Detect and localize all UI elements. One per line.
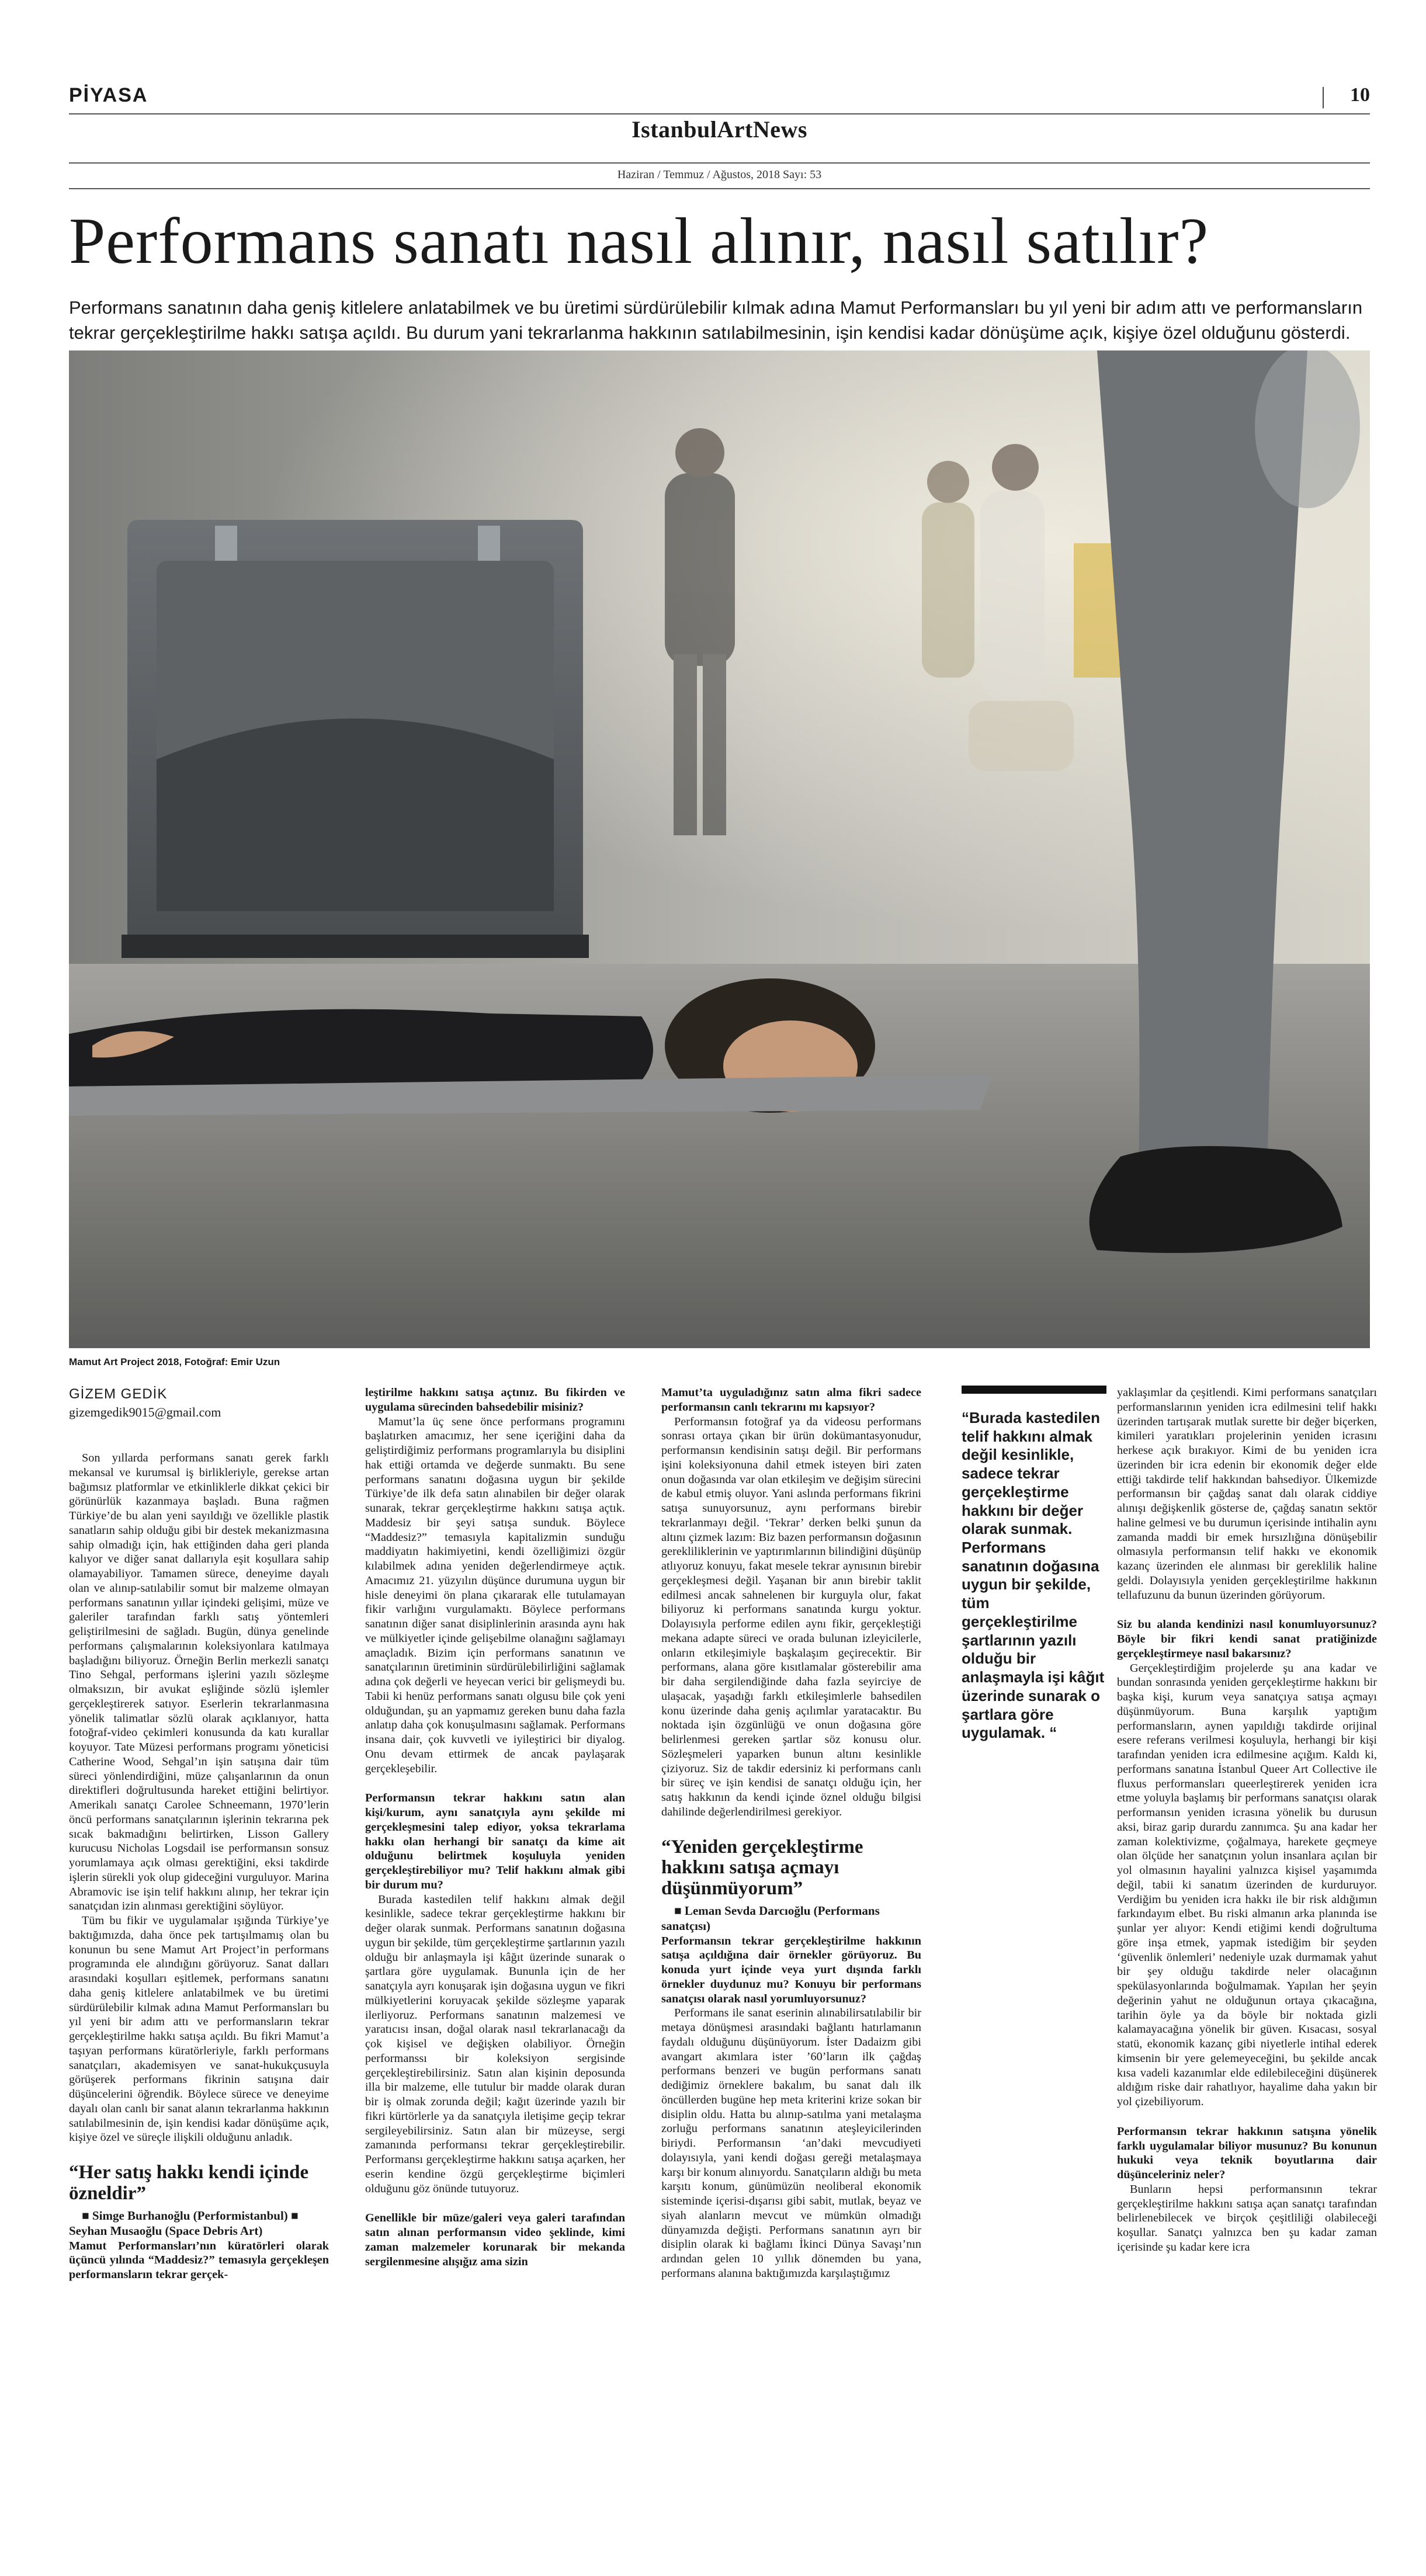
author-name: GİZEM GEDİK	[69, 1386, 168, 1402]
body-paragraph: Burada kastedilen telif hakkını almak değil kesinlikle, sadece tekrar gerçekleştirme hakkını bir değer olarak sunmak. Performans sanatının doğasına uygun bir şekilde, tüm gerçekleştirme şartlarının yazılı olduğu bir anlaşmayla işi kâğıt üzerinde sunarak o şartlara göre uygulamak. Bununla için de her sanatçıyla ayrı konuşarak işin doğasına uygun ve fikri mülkiyetlerini koruyacak şekilde sözleşme yaparak ilerliyoruz. Performans sanatının malzemesi ve yaratıcısı insan, doğal olarak nasıl tekrarlanacağı da çok kişisel ve değişken olabiliyor. Örneğin performanssı bir koleksiyon sergisinde gerçekleştirebilirsiniz. Satın alan kişinin deposunda illa bir malzeme, elle tutulur bir madde olarak duran bir iş olmak zorunda değil; kağıt üzerinde yazılı bir fikri kürtörlerle ya da sanatçıyla iletişime geçip tekrar sergileyebilirsiniz. Satın alan bir müzeyse, sergi zamanında performansı tekrar gerçekleştirebilir. Performansı gerçekleştirme hakkını satışa açarken, her eserin kendine özgü gerçekleştirme biçimleri olduğunu göz önünde tutuyoruz.	[365, 1893, 625, 2195]
interview-question: Performansın tekrar hakkının satışına yönelik farklı uygulamalar biliyor musunuz? Bu konunun hukuki veya teknik boyutlarına dair düşünceleriniz neler?	[1117, 2124, 1377, 2181]
section-label: PİYASA	[69, 84, 148, 106]
body-paragraph: yaklaşımlar da çeşitlendi. Kimi performans sanatçıları performanslarının yeniden icra edilmesini telif hakkı üzerinden tartışarak mutlak surette bir değer biçerken, kimileri yaratıkları projelerinin yeniden icrasını herkese açık bırakıyor. Kimi de bu yeniden icra üzerinden bir icra edenin bir ekonomik değer elde ettiği takdirde telif hakkından bahsediyor. Ülkemizde performansın bir çağdaş sanat dalı olarak ciddiye alınışı değişkenlik gösterse de, çağdaş sanatın sektör haline gelmesi ve bu durumun içerisinde intihalin aynı zamanda maddi bir emek hırsızlığına dönüşebilir olmasıyla performansın telif hakkı ve ekonomik kazanç üzerinden ele alınması bir gereklilik haline geldi. Dolayısıyla yeniden gerçekleştirilme hakkının tellafuzunu da bunun üzerinden görüyorum.	[1117, 1386, 1377, 1602]
interview-subhead: “Her satış hakkı kendi içinde özneldir”	[69, 2162, 309, 2204]
mid-rule	[69, 162, 1370, 164]
top-rule	[69, 113, 1370, 114]
interview-question: Siz bu alanda kendinizi nasıl konumluyorsunuz? Böyle bir fikri kendi sanat pratiğinizde gerçekleştirmeye nasıl bakarsınız?	[1117, 1618, 1377, 1660]
interview-subhead: “Yeniden gerçekleştirme hakkını satışa açmayı düşünmüyorum”	[661, 1836, 863, 1899]
page-number: 10	[1350, 84, 1370, 106]
interview-question: Performansın tekrar gerçekleştirilme hakkının satışa açıldığına dair örnekler görüyoruz. Bu konuda yurt içinde veya yurt dışında farklı örnekler duydunuz mu? Konuyu bir performans sanatçısı olarak nasıl yorumluyorsunuz?	[661, 1934, 921, 2005]
article-column-1	[69, 1386, 329, 2548]
body-paragraph: Bunların hepsi performansının tekrar gerçekleştirilme hakkını satışa açan sanatçı tarafından belirlenebilecek ve birçok çeşitliliği olabileceği koşullar. Sanatçı yalnızca ben şu kadar zaman içerisinde şu kadar kere icra	[1117, 2182, 1377, 2254]
pull-quote-bar	[962, 1386, 1106, 1394]
interview-question: Mamut’ta uyguladığınız satın alma fikri sadece performansın canlı tekrarını mı kapsıyor?	[661, 1386, 921, 1414]
body-paragraph: Gerçekleştirdiğim projelerde şu ana kadar ve bundan sonrasında yeniden gerçekleştirme hakkını bir başka kişi, kurum veya sanatçıya satışa açmayı düşünmüyorum. Buna karşılık yaptığım performansların, aynen yapıldığı takdirde orijinal esere referans verilmesi koşuluyla, herhangi bir kişi tarafından yeniden icra edilmesine açığım. Kaldı ki, performans sanatına İstanbul Queer Art Collective ile fluxus performansları queerleştirerek yeniden icra etme yoluyla başlamış bir performans sanatçısı olarak performansın yeniden icrasına yönelik bu durusun aksi, biraz garip durardu zannımca. Şu ana kadar her zaman kolektivizme, çoğalmaya, harekete geçmeye olan ölçüde her sanatçının yolun insanlara açılan bir yol olmasının hayalini yalnızca kişisel yaşamımda değil, tabii ki sanatım üzerinden de kurduruyor. Verdiğim bu yeniden icra hakkı ile bir risk aldığımın farkındayım elbet. Bu riski almanın arka planında ise şunlar yer alıyor: Kendi etiğimi kendi doğrultuma göre inşa etmek, yapmak istediğim bir şeyden ‘güvenlik önlemleri’ nedeniyle uzak durmamak yahut bir şey olduğu takdirde neler olacağının spekülasyonlarında boğulmamak. Yapılan her şeyin değerinin yahut ne olduğunun ortaya çıkacağına, tarihin öyle ya da böyle bir noktada gizli kalamayacağına yönelik bir güven. Kısacası, sosyal statü, ekonomik kazanç gibi niyetlerle intihal ederek kimsenin bir yere gelemeyeceğini, bu şekilde ancak kısa vadeli kazanımlar elde edilebileceğini düşünerek aldığım riske dair rahatlıyor, hayalime daha yakın bir yol çizebiliyorum.	[1117, 1661, 1377, 2108]
interviewee-credit: ■ Simge Burhanoğlu (Performistanbul) ■ Seyhan Musaoğlu (Space Debris Art)	[69, 2209, 299, 2238]
body-paragraph: Performans ile sanat eserinin alınabilirsatılabilir bir metaya dönüşmesi arasındaki bağlantı hatırlamanın faydalı olduğunu düşünüyorum. İster Dadaizm gibi avangart akımlara ister ’60’ların ilk çağdaş performans benzeri ve bugün performans sanatı dediğimiz örneklere bakalım, bu sanat dalı ilk öncüllerden bugüne hep meta kriterini krize sokan bir disiplin oldu. Hatta bu alınıp-satılma yani metalaşma zorluğu performans sanatının ateşleyicilerinden biriydi. Performansın ‘an’daki mevcudiyeti dolayısıyla, yani kendi doğası gereği metalaşmaya karşı bir konum alınıyordu. Sanatçıların aldığı bu meta karşıtı konum, günümüzün neoliberal ekonomik sisteminde içerisi-dışarısı gibi sabit, mutlak, beyaz ve siyah alanların mevcut ve mümkün olmadığı dünyamızda değişti. Performans sanatının ayrı bir disiplin olarak ki bağlamı İkinci Dünya Savaşı’nın ardından gelen 10 yıllık dönemden bu yana, performans alanına baktığımızda karşılaştığımız	[661, 2006, 921, 2280]
body-paragraph: Mamut’la üç sene önce performans programını başlatırken amacımız, her sene içeriğini daha da geliştirdiğimiz performans programlarıyla bu disiplini hak ettiği ortamda ve değerde sunmaktı. Bu sene performans sanatını doğasına uygun bir şekilde Türkiye’de ilk defa satın alınabilen bir değer olarak sunarak, tekrar gerçekleştirme hakkını satışa açtık. Maddesiz bir şeyi satışa sunduk. Böylece “Maddesiz?” temasıyla kapitalizmin sunduğu maddiyatın hakimiyetini, kendi özelliğimizi özgür kılabilmek adına yeniden değerlendirmeye açtık. Amacımız 21. yüzyılın düşünce durumuna uygun bir hisle deneyimi ön plana çıkararak elle tutulamayan fikir varlığını vurgulamaktı. Böylece performans sanatının diğer sanat disiplinlerinin arasında aynı hak ve mülkiyetler içinde gelişebilme olanağını sağlamayı amaçladık. Bizim için performans sanatının ve sanatçılarının üretiminin sürdürülebilirliğini sağlamak adına çok değerli ve heyecan verici bir gelişmeydi bu. Tabii ki henüz performans sanatı olgusu bile çok yeni olduğundan, şu an yapmamız gereken bunu daha fazla anlatıp daha çok konuşulmasını sağlamak. Performans insana dair, çok kuvvetli ve iyileştirici bir diyalog. Onu devam ettirmek de ancak paylaşarak gerçekleşebilir.	[365, 1415, 625, 1775]
interview-question: leştirilme hakkını satışa açtınız. Bu fikirden ve uygulama sürecinden bahsedebilir misiniz?	[365, 1386, 625, 1414]
body-paragraph: Son yıllarda performans sanatı gerek farklı mekansal ve kurumsal iş birlikleriyle, gerekse artan bağımsız platformlar ve etkinliklerle dikkat çekici bir görünürlük kazanmaya başladı. Buna rağmen Türkiye’de bu alan yeni sayıldığı ve özellikle plastik sanatların sahip olduğu gibi bir destek mekanizmasına sahip olmadığı için, hak ettiğinden daha geri planda kalıyor ve diğer sanat dallarıyla eşit koşullara sahip olamayabiliyor. Tamamen sürece, deneyime dayalı olan ve alınıp-satılabilir somut bir malzeme olmayan performans sanatının yıllar içindeki gelişimi, müze ve galeriler tarafından farklı satış yöntemleri geliştirilmesini de sağladı. Bugün, dünya genelinde performans çalışmalarının koleksiyonlara katılmaya başladığını biliyoruz. Örneğin Berlin merkezli sanatçı Tino Sehgal, performans işlerini yazılı sözleşme olmaksızın, bir avukat eşliğinde sözlü işlemler gerçekleştirerek satıyor. Eserlerin tekrarlanmasına yönelik talimatlar sözlü olarak açıklanıyor, hatta fotoğraf-video çekimleri konusunda da katı kurallar koyuyor. Tate Müzesi performans programı yöneticisi Catherine Wood, Sehgal’ın işin satışına dair tüm süreci yönlendirdiğini, müze çalışanlarının da onun direktifleri doğrultusunda hareket ettiğini belirtiyor. Amerikalı sanatçı Carolee Schneemann, 1970’lerin öncü performans sanatçılarının işlerinin tekrarına pek sıcak bakmadığını belirtirken, Lisson Gallery kurucusu Nicholas Logsdail ise performansın sonsuz yorumlamaya açık olması gerektiğini, eksi takdirde işlerin sürekli yok olup gideceğini vurguluyor. Marina Abramovic ise işin telif hakkını alınıp, her tekrar için sanatçıdan izin alınması gerektiğini söylüyor.	[69, 1452, 329, 1913]
interviewee-credit: ■ Leman Sevda Darcıoğlu (Performans sanatçısı)	[661, 1904, 880, 1933]
page-separator: |	[1320, 82, 1326, 109]
bottom-rule	[69, 188, 1370, 189]
photo-caption: Mamut Art Project 2018, Fotoğraf: Emir Uzun	[69, 1356, 280, 1367]
article-title: Performans sanatı nasıl alınır, nasıl satılır?	[69, 205, 1209, 277]
article-photo	[69, 350, 1370, 1348]
article-column-3	[661, 1386, 921, 2548]
interview-question: Performansın tekrar hakkını satın alan kişi/kurum, aynı sanatçıyla aynı şekilde mi gerçekleşmesini talep ediyor, yoksa tekrarlama hakkı olan herhangi bir sanatçı da kime ait olduğunu belirtmek koşuluyla yeniden gerçekleştirebiliyor mu? Telif hakkını almak gibi bir durum mu?	[365, 1792, 625, 1891]
body-paragraph: Tüm bu fikir ve uygulamalar ışığında Türkiye’ye baktığımızda, daha önce pek tartışılmamış olan bu konunun bu sene Mamut Art Project’in performans programında ele alındığını görüyoruz. Sanat dalları arasındaki koşulları eşitlemek, performans sanatını daha geniş kitlelere anlatabilmek ve bu üretimi sürdürülebilir kılmak adına Mamut Performansları bu yıl yeni bir adım attı ve performansların tekrar gerçekleştirilme hakkı satışa açıldı. Bu fikri Mamut’a taşıyan performans küratörleriyle, farklı performans sanatçıları, akademisyen ve sanat-hukukçusuyla görüşerek performans fikrinin satışına dair düşüncelerini öğrendik. Böylece sürece ve deneyime dayalı olan canlı bir sanat alanın tekrarlanma hakkının satılabilmesinin de, işin kendisi kadar dönüşüme açık, kişiye özel ve süreçle ilişkili olduğunu anladık.	[69, 1914, 329, 2144]
masthead	[69, 79, 1370, 194]
pull-quote-text: “Burada kastedilen telif hakkını almak değil kesinlikle, sadece tekrar gerçekleştirme hakkını bir değer olarak sunmak. Performans sanatının doğasına uygun bir şekilde, tüm gerçekleştirilme şartlarının yazılı olduğu bir anlaşmayla işi kâğıt üzerinde sunarak o şartlara göre uygulamak. “	[962, 1409, 1105, 1742]
interview-question: Genellikle bir müze/galeri veya galeri tarafından satın alınan performansın video şeklinde, kimi zaman malzemeler korunarak bir mekanda sergilenmesine alışığız ama sizin	[365, 2212, 625, 2268]
issue-line: Haziran / Temmuz / Ağustos, 2018 Sayı: 53	[617, 168, 822, 181]
interview-question: Mamut Performansları’nın küratörleri olarak üçüncü yılında “Maddesiz?” temasıyla gerçekleşen performansların tekrar gerçek-	[69, 2239, 329, 2282]
performance-photo-illustration	[69, 350, 1370, 1348]
article-column-5	[1117, 1386, 1377, 2548]
body-paragraph: Performansın fotoğraf ya da videosu performans sonrası ortaya çıkan bir ürün dokümantasyonudur, performansın kendisinin satışı değil. Bir performans işini koleksiyonuna dahil etmek isteyen biri zaten onun doğasında var olan etkileşim ve değişim sürecini de kabul etmiş oluyor. Yani aslında performans fikrini satışa sunuyorsunuz, aynı performans birebir tekrarlanmayı değil. ‘Tekrar’ derken belki şunun da altını çizmek lazım: Biz bazen performansın doğasının gerekliliklerinin ve yaptırımlarının bilindiğini düşünüp atlıyoruz konuyu, fakat mesele tekrar aynısının birebir gerçekleşmesi değil. Yaşanan bir anın birebir taklit edilmesi ancak sahnelenen bir kurguyla olur, fakat biliyoruz ki performans sanatında kurgu yoktur. Dolayısıyla performe edilen aynı fikir, gerçekleştiği mekana adapte süreci ve orada bulunan izleyicilerle, onların etkileşimiyle başkalaşım geçirecektir. Bir performans, alana göre kısıtlamalar gösterebilir ama bir daha sergilendiğinde daha fazla seyirciye de ulaşacak, yaşadığı farklı etkileşimlerle bahsedilen konu üzerinde daha geniş açılımlar yaratacaktır. Bu noktada işin özgünlüğü ve onun doğasına göre belirlenmesi gereken şartlar söz konusu olur. Sözleşmeleri yaparken bunun altını kesinlikle çiziyoruz. Siz de takdir edersiniz ki performans canlı bir süreç ve işin kendisi de sanatçı olduğu için, her satış hakkının da kendi içinde öznel olduğu bilgisi dahilinde değerlendirilmesi gerekiyor.	[661, 1415, 921, 1818]
article-column-2	[365, 1386, 625, 2548]
pull-quote	[962, 1386, 1106, 1742]
brand-name: IstanbulArtNews	[632, 116, 807, 143]
article-deck: Performans sanatının daha geniş kitlelere anlatabilmek ve bu üretimi sürdürülebilir kılmak adına Mamut Performansları bu yıl yeni bir adım attı ve performansların tekrar gerçekleştirilme hakkı satışa açıldı. Bu durum yani tekrarlanma hakkının satılabilmesinin, işin kendisi kadar dönüşüme açık, kişiye özel olduğunu gösterdi.	[69, 297, 1363, 343]
author-email: gizemgedik9015@gmail.com	[69, 1405, 221, 1420]
